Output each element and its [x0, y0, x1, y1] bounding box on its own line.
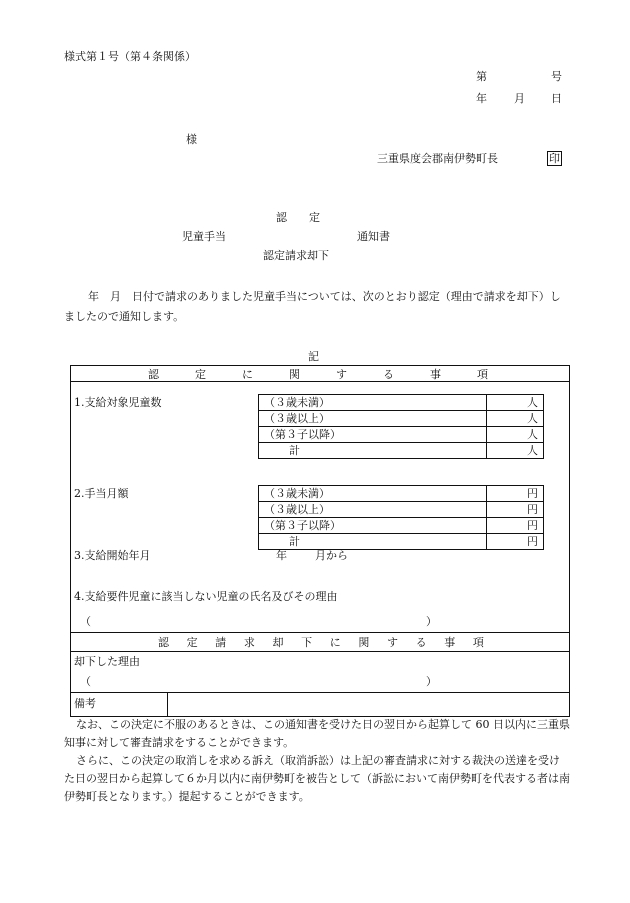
- title-kyakka: 認定請求却下: [263, 249, 329, 262]
- start-year: 年: [276, 549, 287, 562]
- section1-heading: 認 定 に 関 す る 事 項: [148, 368, 488, 381]
- row-label: （第３子以降）: [259, 427, 487, 443]
- row-unit: 人: [487, 443, 544, 459]
- addressee-suffix: 様: [186, 133, 197, 146]
- row-unit: 円: [487, 534, 544, 550]
- rejection-open-paren: （: [80, 675, 91, 688]
- row-unit: 円: [487, 518, 544, 534]
- row-label: （３歳未満）: [259, 395, 487, 411]
- title-nintei: 認 定: [276, 211, 320, 224]
- table-row: [259, 443, 544, 459]
- row-unit: 人: [487, 427, 544, 443]
- item4-open-paren: （: [80, 615, 91, 628]
- row-unit: 円: [487, 502, 544, 518]
- table-row: [259, 427, 544, 443]
- table-row: [259, 411, 544, 427]
- table-row: [259, 502, 544, 518]
- table-row: [259, 395, 544, 411]
- form-label: 様式第１号（第４条関係）: [64, 50, 196, 63]
- item2-label: 2.手当月額: [74, 487, 129, 500]
- row-unit: 円: [487, 486, 544, 502]
- rejection-close-paren: ）: [426, 675, 437, 688]
- title-tsuchisho: 通知書: [357, 230, 390, 243]
- row-label: （３歳未満）: [259, 486, 487, 502]
- child-count-table: [258, 394, 544, 459]
- date-month: 月: [514, 92, 525, 105]
- monthly-amount-table: [258, 485, 544, 550]
- row-unit: 人: [487, 395, 544, 411]
- remarks-label: 備考: [74, 697, 96, 710]
- number-suffix: 号: [551, 70, 562, 83]
- row-label: 計: [259, 443, 487, 459]
- row-label: 計: [259, 534, 487, 550]
- table-row: [259, 518, 544, 534]
- item1-label: 1.支給対象児童数: [74, 396, 162, 409]
- item4-close-paren: ）: [426, 615, 437, 628]
- title-jidou-teate: 児童手当: [182, 230, 226, 243]
- issuer-name: 三重県度会郡南伊勢町長: [377, 152, 498, 165]
- item3-label: 3.支給開始年月: [74, 549, 151, 562]
- date-year: 年: [476, 92, 487, 105]
- appeal-note: なお、この決定に不服のあるときは、この通知書を受けた日の翌日から起算して 60 日以内に三重県知事に対して審査請求をすることができます。: [64, 718, 570, 749]
- date-day: 日: [551, 92, 562, 105]
- section2-heading: 認 定 請 求 却 下 に 関 す る 事 項: [158, 636, 484, 649]
- row-label: （３歳以上）: [259, 502, 487, 518]
- item4-label: 4.支給要件児童に該当しない児童の氏名及びその理由: [74, 590, 338, 603]
- table-row: [259, 486, 544, 502]
- row-label: （３歳以上）: [259, 411, 487, 427]
- seal-mark: 印: [549, 152, 560, 165]
- number-prefix: 第: [476, 70, 487, 83]
- row-unit: 人: [487, 411, 544, 427]
- lawsuit-note: さらに、この決定の取消しを求める訴え（取消訴訟）は上記の審査請求に対する裁決の送達を受けた日の翌日から起算して６か月以内に南伊勢町を被告として（訴訟において南伊勢町を代表する者は南伊勢町長となります。）提起することができます。: [64, 754, 570, 803]
- intro-paragraph: 年 月 日付で請求のありました児童手当については、次のとおり認定（理由で請求を却下）しましたので通知します。: [64, 290, 561, 323]
- table-row: [259, 534, 544, 550]
- row-label: （第３子以降）: [259, 518, 487, 534]
- ki-heading: 記: [308, 350, 319, 363]
- rejection-reason-label: 却下した理由: [74, 655, 140, 668]
- start-month-from: 月から: [315, 549, 348, 562]
